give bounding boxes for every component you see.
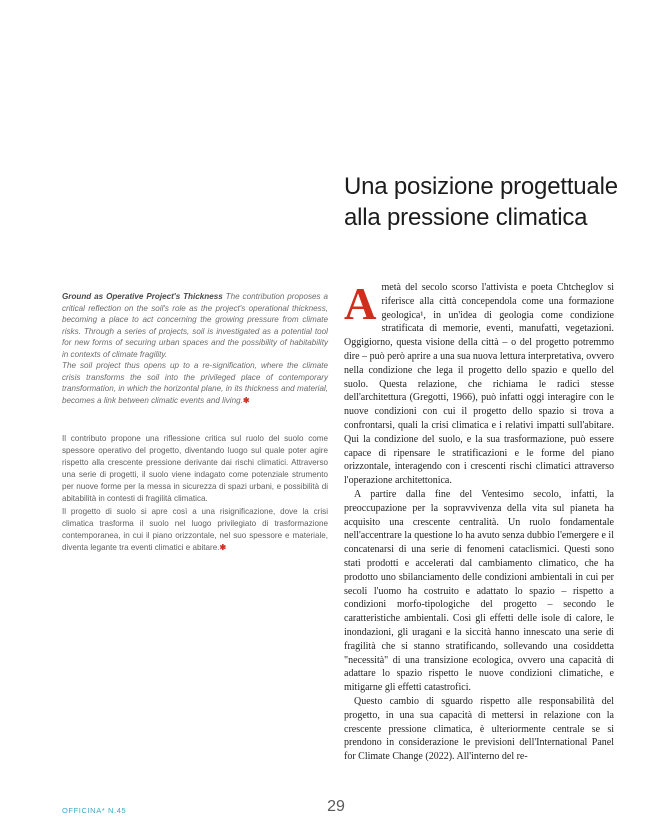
journal-name: OFFICINA* N.45 (62, 806, 127, 815)
body-paragraph-3: Questo cambio di sguardo rispetto alle responsabilità del progetto, in una sua capacità di mettersi in relazione con la crescente pressione climatica, è ulteriormente centrale se si prendono in considerazione le previsioni dell'International Panel for Climate Change (2022). All'interno del re- (344, 695, 614, 763)
body-paragraph-1 (344, 281, 614, 488)
abstract-english-paragraph-1 (62, 291, 328, 360)
drop-cap: A (344, 279, 377, 329)
abstract-english-paragraph-2 (62, 360, 328, 406)
end-mark-icon: ✱ (242, 395, 250, 405)
abstract-english (62, 291, 328, 406)
end-mark-icon: ✱ (219, 542, 227, 552)
abstract-italian-paragraph-2 (62, 506, 328, 554)
article-body (344, 281, 614, 764)
abstract-italian-paragraph-1: Il contributo propone una riflessione critica sul ruolo del suolo come spessore operativo del progetto, diventando luogo sul quale poter agire rispetto alla crescente pressione derivante dai rischi climatici. Attraverso una serie di progetti, il suolo viene indagato come potenziale strumento per nuove forme per la messa in sicurezza di spazi urbani, e possibilità di abitabilità in contesti di fragilità climatica. (62, 434, 328, 504)
abstract-english-text-2: The soil project thus opens up to a re-signification, where the climate crisis transforms the soil into the privileged place of contemporary transformation, in which the horizontal plane, in its thickness and material, becomes a link between climatic events and living. (62, 361, 328, 405)
body-paragraph-2: A partire dalla fine del Ventesimo secolo, infatti, la preoccupazione per la sopravvivenza della vita sul pianeta ha acquisito una crescente centralità. Un ruolo fondamentale nell'accentrare la questione lo ha avuto senza dubbio l'emergere e il concatenarsi di una serie di fenomeni cataclismici. Questi sono stati prodotti e accelerati dal cambiamento climatico, che ha prodotto uno sbilanciamento delle condizioni ambientali in cui per secoli l'uomo ha costruito e adattato lo spazio – rispetto a condizioni morfo-tipologiche del progetto – secondo le caratteristiche ambientali. Così gli effetti delle isole di calore, le inondazioni, gli uragani e la siccità hanno innescato una serie di fragilità che si stanno stratificando, sollevando una cosiddetta "necessità" di una transizione ecologica, ovvero una capacità di adattare lo spazio rispetto le nuove condizioni climatiche, e mitigarne gli effetti catastrofici. (344, 488, 614, 694)
abstract-italian (62, 433, 328, 554)
body-paragraph-1-text: metà del secolo scorso l'attivista e poeta Chtcheglov si riferisce alla città concependola come una formazione geologica¹, in un'idea di geologia come condizione stratificata di memorie, eventi, manufatti, vegetazioni. Oggigiorno, questa visione della città – o del progetto potremmo dire – può però aprire a una sua nuova lettura interpretativa, ovvero nella condizione che lega il progetto dello spazio e quello del suolo. Questa relazione, che richiama le radici stesse dell'architettura (Gregotti, 1966), può infatti oggi interagire con le nuove condizioni con cui il progetto dello spazio si trova a confrontarsi, quali la crisi climatica e i relativi impatti sull'abitare. Qui la condizione del suolo, e la sua trasformazione, può essere capace di ripensare le stratificazioni e le forme del piano orizzontale, interagendo con i crescenti rischi climatici attraverso l'operazione architettonica. (344, 282, 614, 487)
article-title: Una posizione progettuale alla pressione climatica (344, 173, 618, 231)
abstract-english-heading: Ground as Operative Project's Thickness (62, 292, 223, 301)
abstract-english-text-1: The contribution proposes a critical reflection on the soil's role as the project's operational thickness, becoming a place to act concerning the growing pressure from climate risks. Through a series of projects, soil is investigated as a potential tool for new forms of securing urban spaces and the possibility of habitability in contexts of climate fragility. (62, 292, 329, 359)
abstract-italian-text-2: Il progetto di suolo si apre così a una risignificazione, dove la crisi climatica trasforma il suolo nel luogo privilegiato di trasformazione contemporanea, in cui il piano orizzontale, nel suo spessore e materiale, diventa legante tra eventi climatici e abitare. (62, 506, 328, 552)
page-number: 29 (327, 798, 345, 815)
